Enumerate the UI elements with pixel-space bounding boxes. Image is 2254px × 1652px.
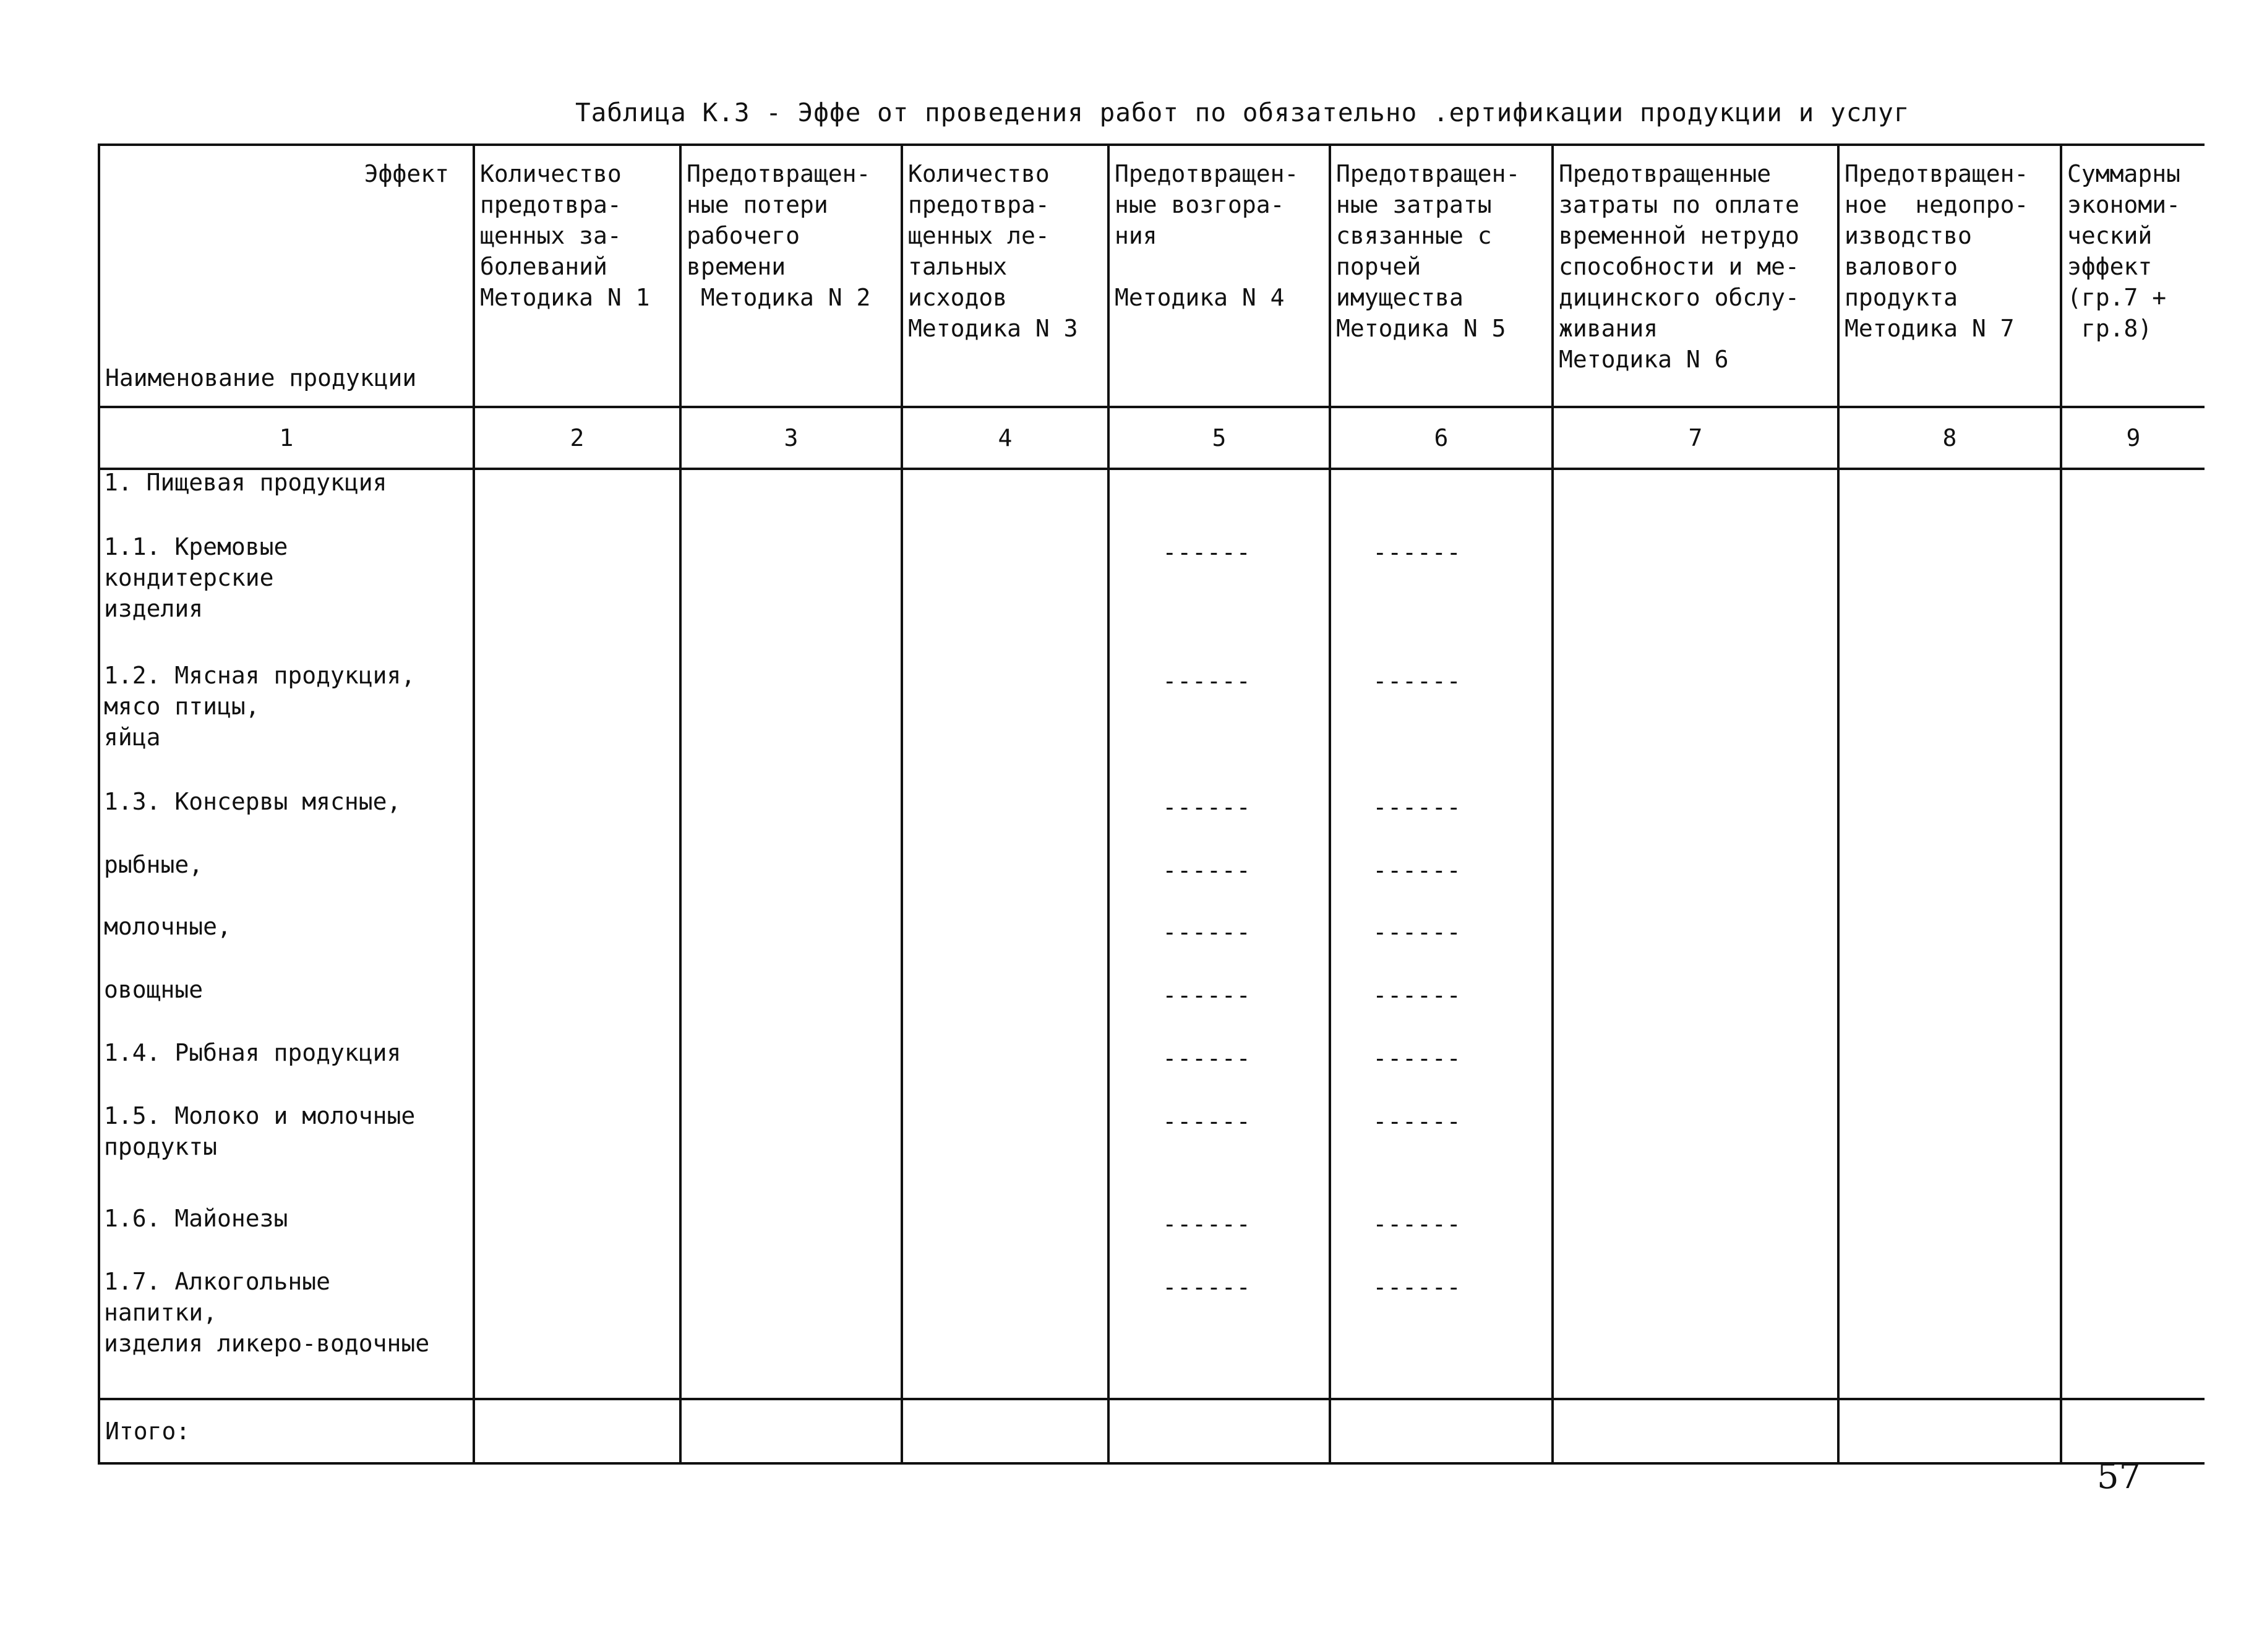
dash-col-5: ------ xyxy=(1162,1045,1251,1072)
column-number: 8 xyxy=(1838,407,2061,469)
dash-col-6: ------ xyxy=(1373,794,1462,821)
total-label: Итого: xyxy=(99,1399,474,1463)
body-cell xyxy=(2061,469,2205,1399)
body-cell xyxy=(474,469,680,1399)
corner-header-cell xyxy=(99,145,474,407)
dash-col-6: ------ xyxy=(1373,539,1462,566)
dash-col-5: ------ xyxy=(1162,794,1251,821)
header-col-9: Суммарны экономи- ческий эффект (гр.7 + гр.8) xyxy=(2061,145,2205,407)
product-row-label: 1.1. Кремовые кондитерские изделия xyxy=(104,533,288,622)
dash-col-5: ------ xyxy=(1162,857,1251,884)
column-number: 6 xyxy=(1330,407,1553,469)
table-caption: Таблица К.3 - Эффе от проведения работ по обязательно .ертификации продукции и услуг xyxy=(575,98,1910,127)
total-cell xyxy=(1330,1399,1553,1463)
header-col-3: Предотвращен- ные потери рабочего времени Методика N 2 xyxy=(680,145,902,407)
product-row-label: 1.7. Алкогольные напитки, изделия ликеро-водочные xyxy=(104,1268,430,1357)
effect-label: Эффект xyxy=(364,160,449,187)
dash-col-6: ------ xyxy=(1373,1045,1462,1072)
column-number: 5 xyxy=(1108,407,1330,469)
body-cell xyxy=(1838,469,2061,1399)
body-row xyxy=(99,469,2205,1399)
dash-col-5: ------ xyxy=(1162,1273,1251,1301)
total-row xyxy=(99,1399,2205,1463)
header-col-7: Предотвращенные затраты по оплате временной нетрудо способности и ме- дицинского обслу- живания Методика N 6 xyxy=(1553,145,1838,407)
body-cell xyxy=(1553,469,1838,1399)
dash-col-5: ------ xyxy=(1162,1210,1251,1238)
dash-col-5: ------ xyxy=(1162,918,1251,946)
product-row-label: молочные, xyxy=(104,913,231,940)
header-col-2: Количество предотвра- щенных за- болеваний Методика N 1 xyxy=(474,145,680,407)
total-cell xyxy=(474,1399,680,1463)
dash-col-6: ------ xyxy=(1373,1273,1462,1301)
dash-col-6: ------ xyxy=(1373,667,1462,695)
product-row-label: 1.6. Майонезы xyxy=(104,1205,288,1232)
product-row-label: 1. Пищевая продукция xyxy=(104,469,387,496)
dash-col-5: ------ xyxy=(1162,539,1251,566)
column-number: 1 xyxy=(99,407,474,469)
dash-col-6: ------ xyxy=(1373,918,1462,946)
dash-col-6: ------ xyxy=(1373,1210,1462,1238)
product-row-label: 1.2. Мясная продукция, мясо птицы, яйца xyxy=(104,662,416,751)
product-row-label: 1.5. Молоко и молочные продукты xyxy=(104,1102,416,1160)
header-col-8: Предотвращен- ное недопро- изводство валового продукта Методика N 7 xyxy=(1838,145,2061,407)
dash-col-5: ------ xyxy=(1162,982,1251,1009)
body-cell xyxy=(902,469,1108,1399)
header-row xyxy=(99,145,2205,407)
column-number: 4 xyxy=(902,407,1108,469)
total-cell xyxy=(2061,1399,2205,1463)
total-cell xyxy=(1838,1399,2061,1463)
column-number-row xyxy=(99,407,2205,469)
dash-col-6: ------ xyxy=(1373,1108,1462,1135)
body-cell xyxy=(680,469,902,1399)
dash-col-5: ------ xyxy=(1162,1108,1251,1135)
column-number: 9 xyxy=(2061,407,2205,469)
header-col-5: Предотвращен- ные возгора- ния Методика N 4 xyxy=(1108,145,1330,407)
product-row-label: рыбные, xyxy=(104,851,204,878)
total-cell xyxy=(1553,1399,1838,1463)
total-cell xyxy=(1108,1399,1330,1463)
product-row-label: 1.4. Рыбная продукция xyxy=(104,1039,401,1066)
column-number: 2 xyxy=(474,407,680,469)
product-row-label: овощные xyxy=(104,976,204,1003)
total-cell xyxy=(680,1399,902,1463)
page-number: 57 xyxy=(2097,1457,2141,1497)
column-number: 7 xyxy=(1553,407,1838,469)
product-row-label: 1.3. Консервы мясные, xyxy=(104,788,401,815)
dash-col-6: ------ xyxy=(1373,982,1462,1009)
dash-col-5: ------ xyxy=(1162,667,1251,695)
header-col-4: Количество предотвра- щенных ле- тальных исходов Методика N 3 xyxy=(902,145,1108,407)
header-col-6: Предотвращен- ные затраты связанные с порчей имущества Методика N 5 xyxy=(1330,145,1553,407)
column-number: 3 xyxy=(680,407,902,469)
total-cell xyxy=(902,1399,1108,1463)
product-name-label: Наименование продукции xyxy=(105,364,417,392)
dash-col-6: ------ xyxy=(1373,857,1462,884)
